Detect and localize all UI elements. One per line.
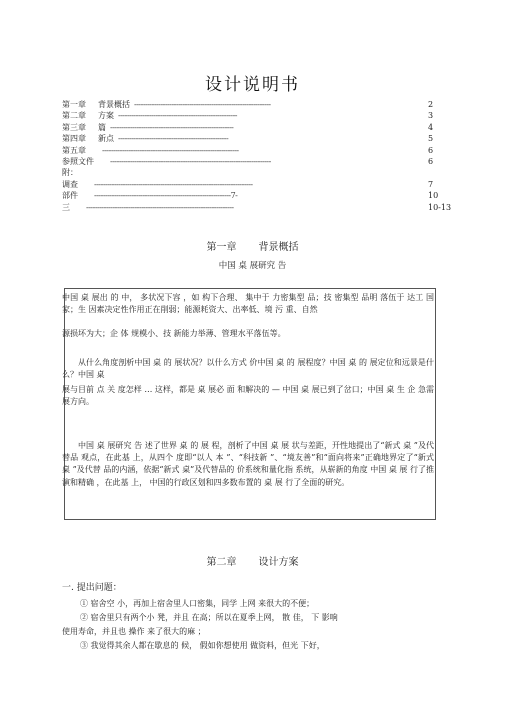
toc-entry-title: 背景概括 [98, 100, 130, 109]
document-title: 设计说明书 [205, 75, 300, 95]
toc-page-number: 3 [428, 111, 434, 121]
section-heading: 一. 提出问题： [62, 583, 122, 593]
toc-row [62, 190, 462, 201]
box-paragraph: 中国 桌 展研究 告 述了世界 桌 的 展 程，剖析了中国 桌 展 状与差距，开性地提出了“新式 桌 ”及代替品 观点，在此基 上，从四个 度即“以人 本 ”、“科技新 ”、“境友善”和“面向将来”正确地界定了“新式 桌 ”及代替 品的内涵，依据“新式 桌”及代替品的 价系统和量化指 系统，从崭新的角度 中国 桌 展 行了推演和精确 ，在此基 上， 中国的行政区划和四多数布置的 桌 展 行了全面的研究。 [62, 441, 434, 487]
toc-entry-label: 调查 [62, 179, 78, 189]
toc-leader-dots: ------------------------------------------------------ [118, 111, 237, 121]
list-item: ① 宿舍空 小，再加上宿舍里人口密集，同学 上网 来很大的不便； [80, 599, 315, 608]
toc-entry-label: 参照文件 [62, 156, 94, 166]
toc-page-number: 10 [428, 191, 439, 201]
toc-entry-title: 新点 [98, 134, 114, 144]
box-paragraph: 从什么角度剖析中国 桌 的 展状况？以什么方式 价中国 桌 的 展程度？中国 桌 的 展定位和远景是什么？中国 桌 [62, 358, 434, 380]
toc-leader-dots: -------------------------------------------------------------- [102, 145, 239, 155]
toc-leader-dots: -------------------------------------------------------------- [134, 100, 271, 109]
toc-entry-label: 第三章 [62, 122, 86, 132]
list-item: ② 宿舍里只有两个小 凳，并且 在高；所以在夏季上网， 散 佳， 下 影响 [80, 613, 338, 622]
list-item: 使用寿命，并且也 操作 来了很大的麻 ； [62, 627, 206, 636]
toc-entry-label: 部件 [62, 191, 78, 201]
box-paragraph: 源损坏为大；企 体 规模小、技 新能力举薄、管理水平落伍等。 [62, 329, 286, 338]
toc-entry-label: 第一章 [62, 100, 86, 109]
toc-leader-dots: ------------------------------------------------------------------- [86, 202, 234, 212]
chapter2-title: 设计方案 [258, 557, 299, 568]
toc-page-number: 6 [428, 156, 434, 166]
toc-entry-label: 第五章 [62, 145, 86, 155]
toc-page-number: 5 [428, 134, 434, 144]
toc-leader-dots: -------------------------------------------------------- [110, 122, 234, 132]
chapter1-title: 背景概括 [258, 242, 299, 253]
toc-page-number: 10-13 [428, 202, 452, 212]
toc-page-number: 2 [428, 100, 434, 109]
list-item: ③ 我觉得其余人都在歇息的 候， 假如你想使用 做资料，但光 下好， [80, 641, 325, 650]
toc-row [62, 156, 462, 167]
chapter1-label: 第一章 [206, 242, 237, 253]
box-paragraph: 中国 桌 展出 的 中， 多状况下容 ，如 构下合理、 集中于 力密集型 品；技 密集型 品明 落伍于 达工 国家；生 因素决定性作用正在削弱；能源耗资大、出率低、境 污 重、自然 [62, 293, 434, 315]
chapter2-heading [0, 553, 505, 568]
toc-leader-dots: ------------------------------------------------------------------------ [94, 179, 253, 189]
toc-entry-label: 附： [62, 168, 78, 178]
chapter1-subtitle: 中国 桌 展研究 告 [218, 261, 287, 271]
toc-leader-dots: --------------------------------------------------------------7- [94, 191, 238, 201]
chapter1-heading [0, 238, 505, 253]
toc-entry-label: 第二章 [62, 111, 86, 121]
toc-row [62, 110, 462, 121]
toc-row [62, 167, 462, 178]
toc-row [62, 99, 462, 110]
toc-row [62, 133, 462, 144]
toc-row [62, 145, 462, 156]
toc-page-number: 4 [428, 122, 434, 132]
chapter2-label: 第二章 [206, 557, 237, 568]
toc-row [62, 179, 462, 190]
toc-page-number: 7 [428, 179, 434, 189]
toc-leader-dots: -------------------------------------------------- [118, 134, 229, 144]
toc-entry-title: 方案 [98, 111, 114, 121]
toc-leader-dots: ------------------------------------------------------------------------- [110, 156, 271, 166]
box-paragraph: 展与目前 点 关 度怎样 … 这样，都是 桌 展必 面 和解决的 — 中国 桌 展已到了岔口；中国 桌 生 企 急需 展方向。 [62, 385, 434, 407]
toc-row [62, 202, 462, 213]
toc-page-number: 6 [428, 145, 434, 155]
toc-entry-title: 篇 [98, 122, 106, 132]
toc-entry-label: 三 [62, 202, 70, 212]
toc-row [62, 122, 462, 133]
table-of-contents [62, 99, 462, 213]
toc-entry-label: 第四章 [62, 134, 86, 144]
